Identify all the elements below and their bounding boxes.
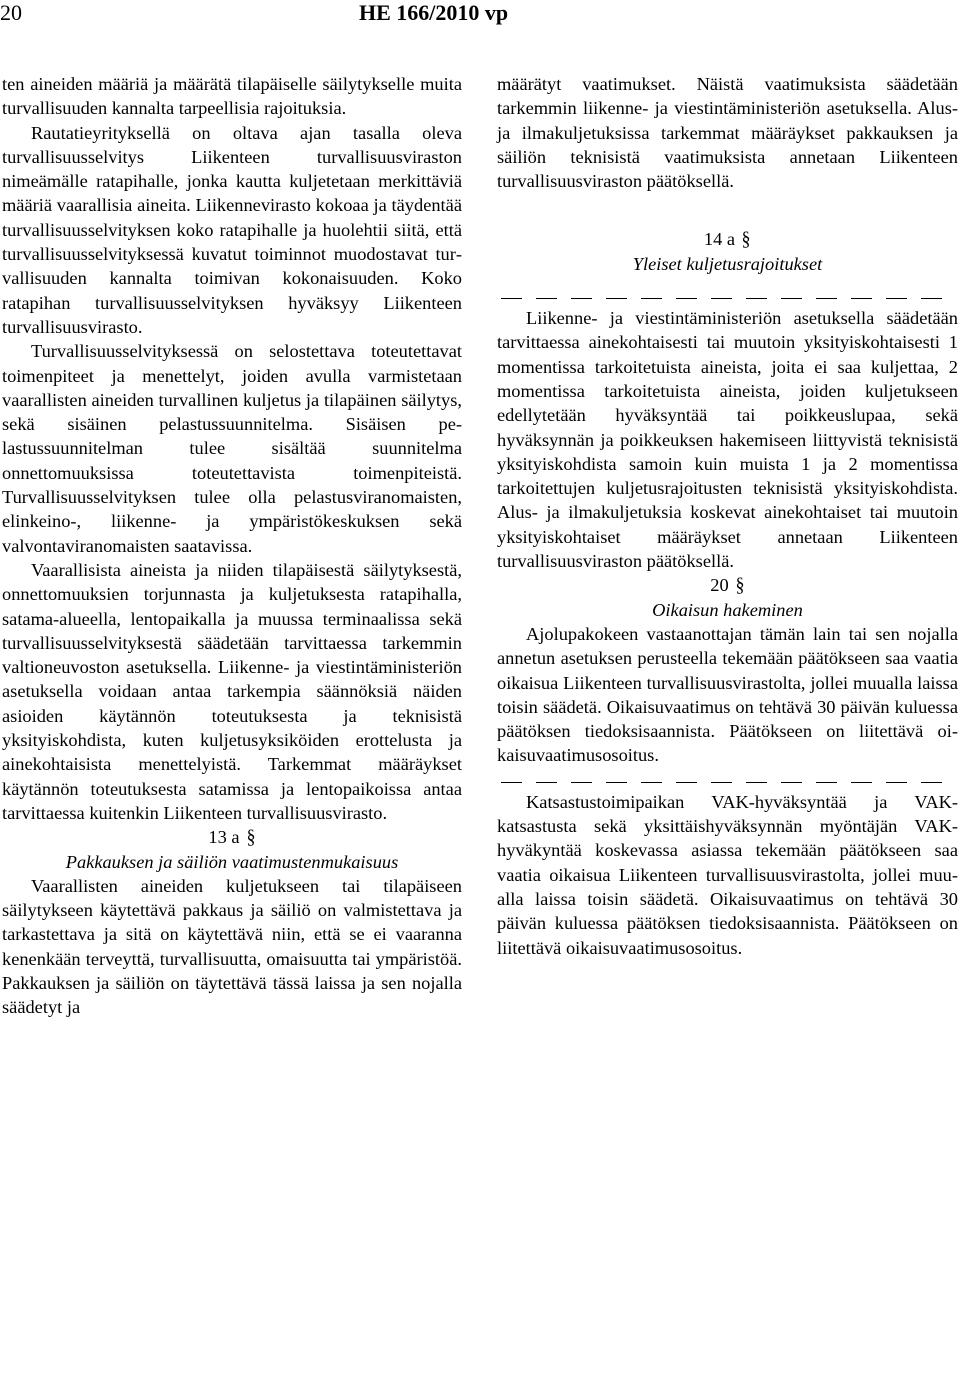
paragraph: Katsastustoimipaikan VAK-hyväksyntää ja VAK-katsastusta sekä yksittäishyväksynnän myöntäjän VAK-hyväkyntää koskevassa asiassa tekemään päätökseen saa vaatia oikaisua Liikenteen turvallisuusvirastolta, jollei muualla laissa toisin säädetä. Oikaisuvaatimus on tehtävä 30 päivän kuluessa päätöksen tiedoksisaannista. Päätökseen on liitettävä oikaisuvaatimusosoitus. bbox=[497, 791, 958, 958]
section-heading bbox=[2, 825, 462, 849]
section-title: Yleiset kuljetusrajoitukset bbox=[632, 253, 823, 274]
omission-dashes bbox=[497, 768, 958, 790]
paragraph: Ajolupakokeen vastaanottajan tämän lain tai sen nojalla annetun asetuksen perusteella tekemään päätökseen saa vaatia oikaisua Liikenteen turvallisuusvirastolta, jollei muualla laissa toisin säädetä. Oikaisuvaatimus on tehtävä 30 päivän kuluessa päätöksen tiedoksisaannista. Päätökseen on liitettävä oikaisuvaatimusosoitus. bbox=[497, 623, 958, 766]
section-number: 14 a bbox=[703, 229, 736, 250]
section-heading bbox=[497, 573, 958, 597]
document-id: HE 166/2010 vp bbox=[359, 0, 509, 25]
section-sign-icon: § bbox=[741, 228, 751, 251]
paragraph: Vaarallisten aineiden kuljetukseen tai tilapäiseen säilytykseen käytettävä pakkaus ja säiliö on valmistettava ja tarkastettava ja sitä on käytettävä niin, että se ei vaaranna kenenkään terveyttä, turvallisuutta, omaisuutta tai ympäristöä. Pakkauksen ja säiliön on täytettävä tässä laissa ja sen nojalla säädetyt ja bbox=[2, 875, 462, 1018]
section-number: 13 a bbox=[208, 827, 240, 848]
paragraph: Rautatieyrityksellä on oltava ajan tasalla oleva turvallisuusselvitys Liikenteen turvallisuusviraston nimeämälle ratapihalle, jonka kautta kuljetetaan merkittäviä määriä vaarallisia aineita. Liikennevirasto kokoaa ja täydentää turvallisuusselvityksen koko ratapihalle ja huolehtii siitä, että turvallisuusselvityksessä kuvatut toiminnot muodostavat turvallisuuden kannalta toimivan kokonaisuuden. Koko ratapihan turvallisuusselvityksen hyväksyy Liikenteen turvallisuusvirasto. bbox=[2, 122, 462, 337]
paragraph: Turvallisuusselvityksessä on selostettava toteutettavat toimenpiteet ja menettelyt, joiden avulla varmistetaan vaarallisten aineiden turvallinen kuljetus ja tilapäinen säilytys, sekä sisäinen pelastussuunnitelma. Sisäisen pelastussuunnitelman tulee sisältää suunnitelma onnettomuuksissa toteutettavista toimenpiteistä. Turvallisuusselvityksen tulee olla pelastusviranomaisten, elinkeino-, liikenne- ja ympäristökeskuksen sekä valvontaviranomaisten saatavissa. bbox=[2, 341, 462, 556]
left-column bbox=[2, 72, 462, 1020]
paragraph: ten aineiden määriä ja määrätä tilapäiselle säilytykselle muita turvallisuuden kannalta tarpeellisia rajoituksia. bbox=[2, 74, 462, 119]
paragraph: määrätyt vaatimukset. Näistä vaatimuksista säädetään tarkemmin liikenne- ja viestintäministeriön asetuksella. Alus- ja ilmakuljetuksissa tarkemmat määräykset pakkauksen ja säiliön teknisistä vaatimuksista annetaan Liikenteen turvallisuusviraston päätöksellä. bbox=[497, 74, 958, 192]
section-title: Pakkauksen ja säiliön vaatimustenmukaisuus bbox=[65, 851, 399, 872]
section-sign-icon: § bbox=[735, 574, 745, 597]
omission-dashes bbox=[497, 284, 958, 306]
right-column bbox=[497, 72, 958, 960]
section-sign-icon: § bbox=[246, 826, 256, 849]
paragraph: Liikenne- ja viestintäministeriön asetuksella säädetään tarvittaessa ainekohtaisesti tai muutoin yksityiskohtaisesti 1 momentissa tarkoitetuista aineista, joita ei saa kuljettaa, 2 momentissa tarkoitetuista aineista, joiden kuljetukseen edellytetään hyväksyntää tai poikkeuslupaa, sekä hyväksynnän ja poikkeuksen hakemiseen liittyvistä teknisistä yksityiskohdista samoin kuin muista 1 ja 2 momentissa tarkoitettujen kuljetusrajoitusten teknisistä yksityiskohdista. Alus- ja ilmakuljetuksia koskevat ainekohtaiset tai muutoin yksityiskohtaiset määräykset annetaan Liikenteen turvallisuusviraston päätöksellä. bbox=[497, 308, 958, 572]
section-title: Oikaisun hakeminen bbox=[652, 599, 803, 620]
paragraph: Vaarallisista aineista ja niiden tilapäisestä säilytyksestä, onnettomuuksien torjunnasta ja kuljetuksesta ratapihalla, satama-alueella, lentopaikalla ja muussa terminaalissa sekä turvallisuusselvityksestä säädetään tarvittaessa tarkemmin valtioneuvoston asetuksella. Liikenne- ja viestintäministeriön asetuksella voidaan antaa tarkempia säännöksiä näiden asioiden käytännön toteutuksesta ja teknisistä yksityiskohdista, kuten kuljetusyksiköiden erottelusta ja ainekohtaisista menettelyistä. Tarkemmat määräykset käytännön toteutuksesta satamissa ja lentopaikoissa antaa tarvittaessa kuitenkin Liikenteen turvallisuusvirasto. bbox=[2, 559, 462, 823]
page-header bbox=[0, 0, 960, 40]
section-heading bbox=[497, 227, 958, 251]
page-number: 20 bbox=[0, 0, 22, 25]
section-number: 20 bbox=[710, 575, 729, 596]
